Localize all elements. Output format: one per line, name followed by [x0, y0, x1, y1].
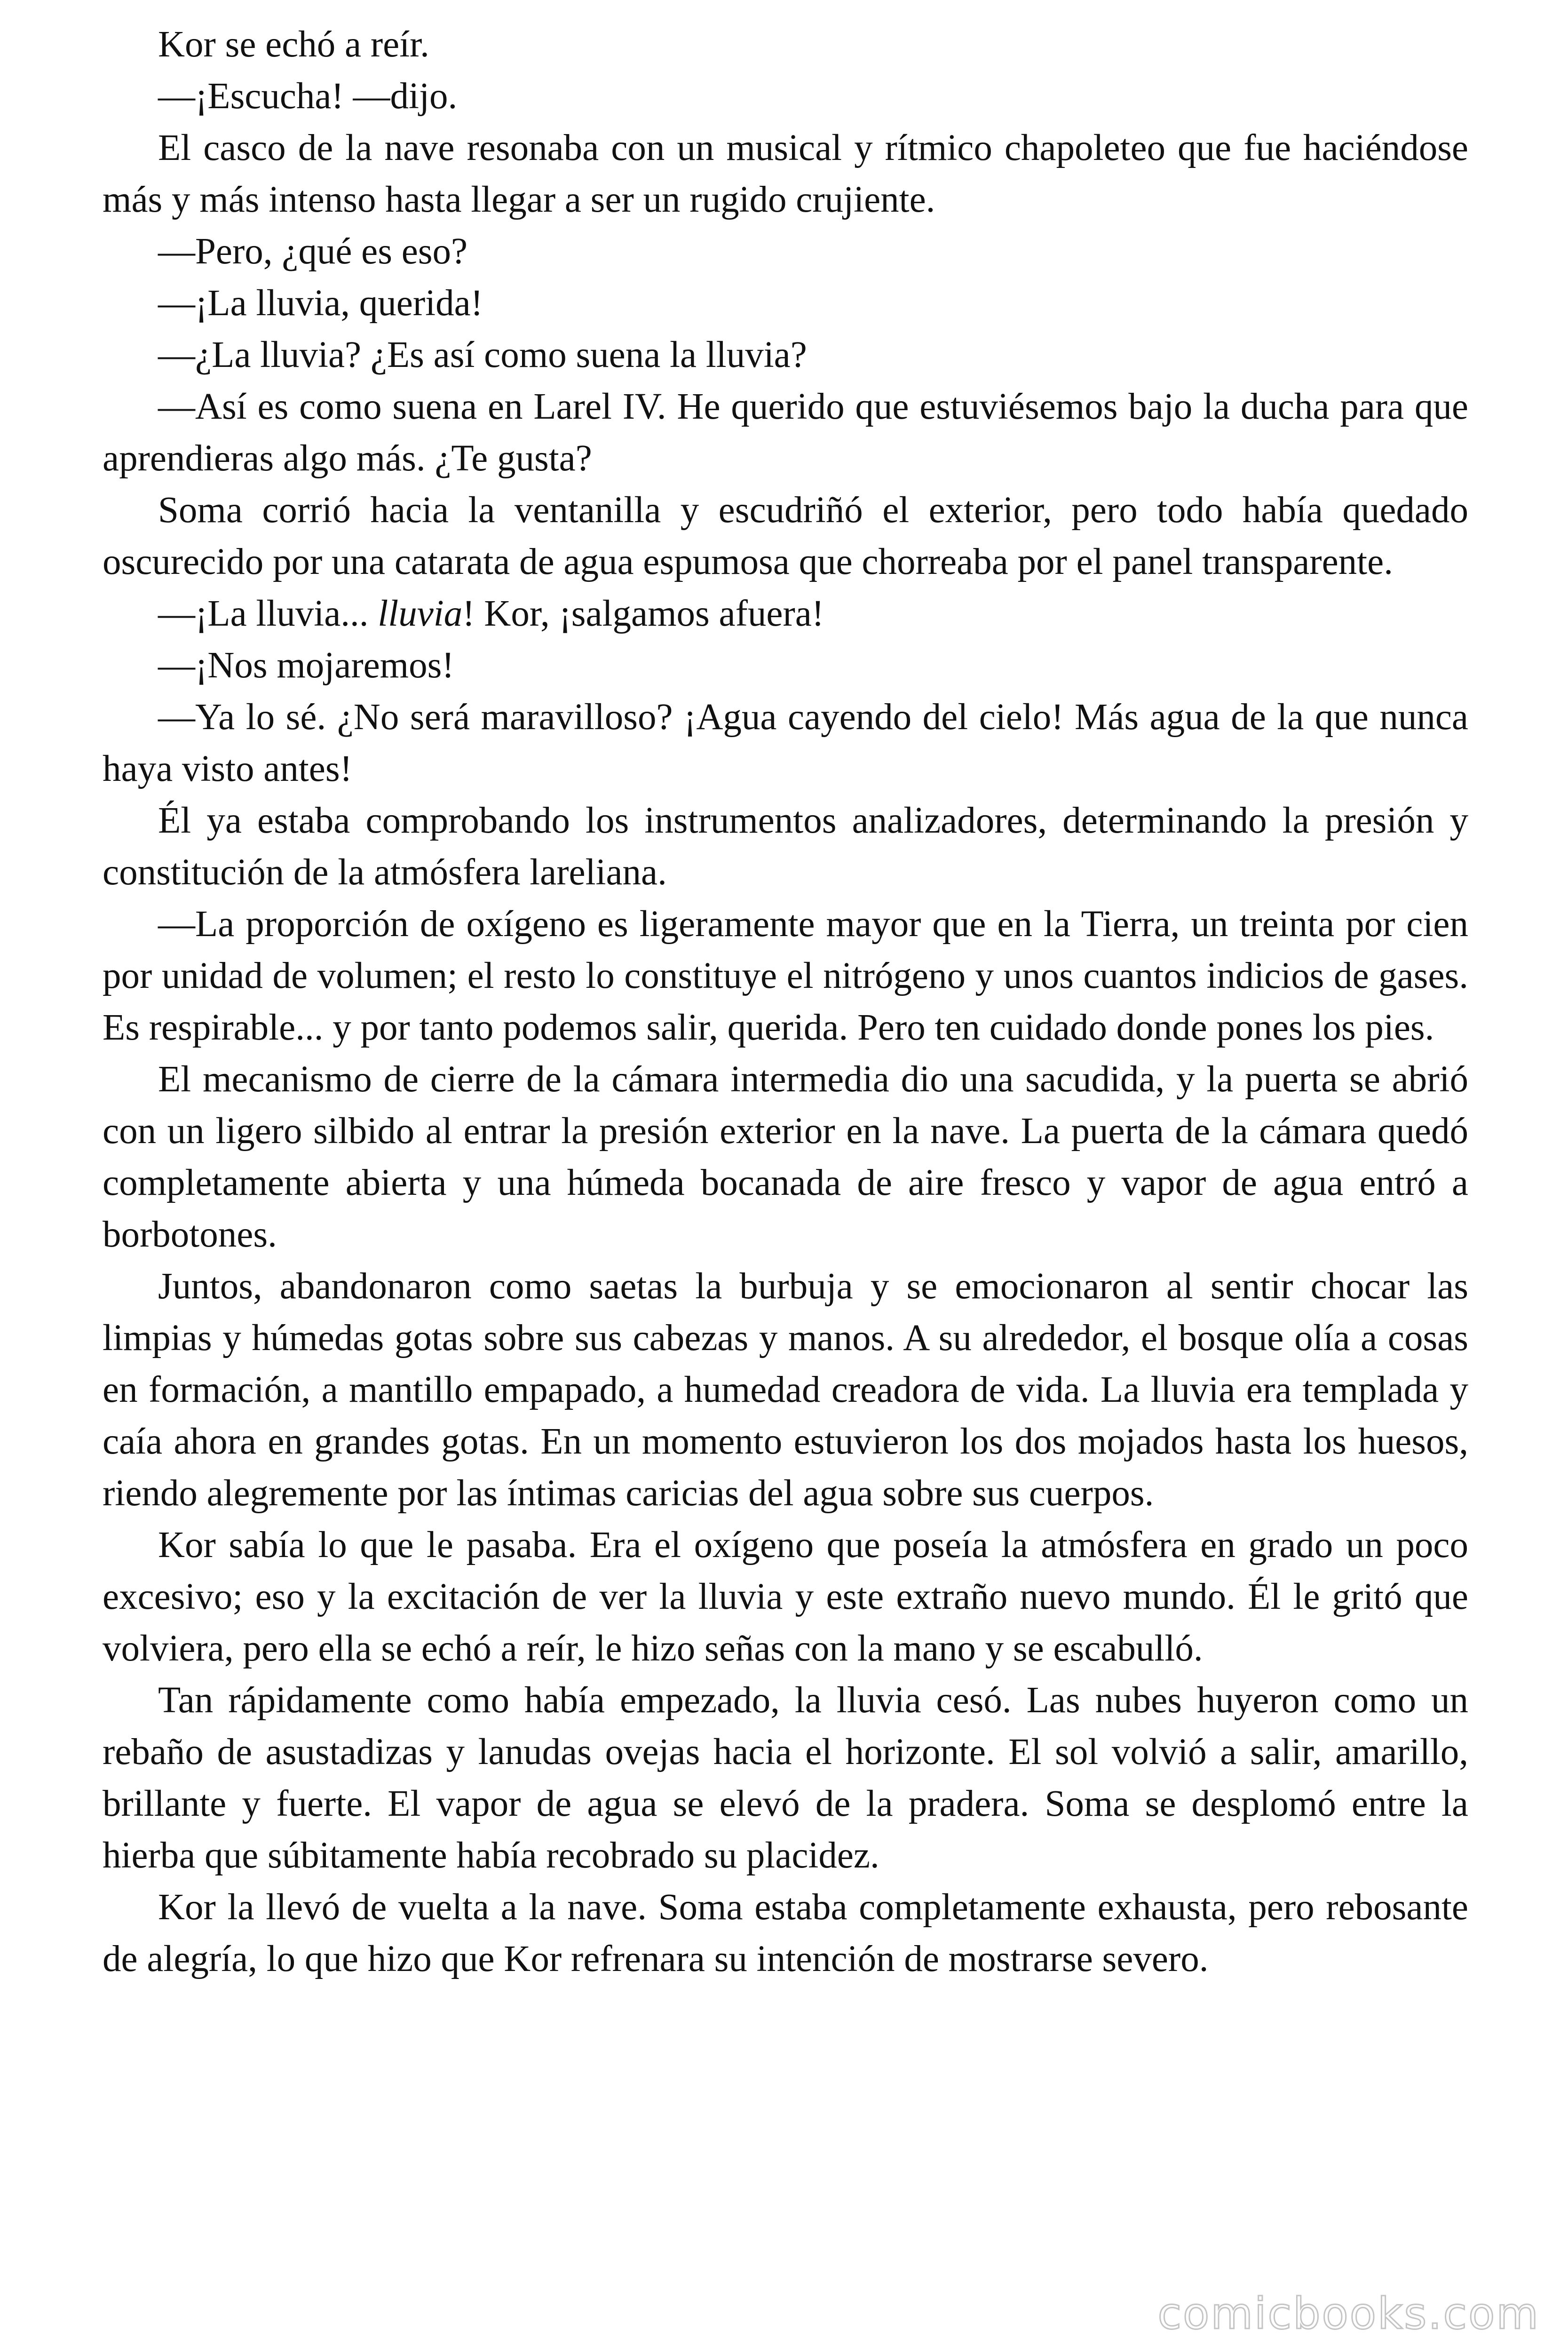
paragraph: Kor sabía lo que le pasaba. Era el oxígeno que poseía la atmósfera en grado un poco excesivo; eso y la excitación de ver la lluvia y este extraño nuevo mundo. Él le gritó que volviera, pero ella se echó a reír, le hizo señas con la mano y se escabulló. [103, 1525, 1468, 1669]
paragraph-text-start: —¡La lluvia... [158, 593, 378, 634]
paragraph: —Ya lo sé. ¿No será maravilloso? ¡Agua cayendo del cielo! Más agua de la que nunca haya visto antes! [103, 697, 1468, 789]
paragraph: Kor se echó a reír. [158, 24, 429, 65]
paragraph: —¿La lluvia? ¿Es así como suena la lluvia? [158, 334, 807, 375]
paragraph: Kor la llevó de vuelta a la nave. Soma estaba completamente exhausta, pero rebosante de alegría, lo que hizo que Kor refrenara su intención de mostrarse severo. [103, 1887, 1468, 1979]
paragraph: —Así es como suena en Larel IV. He querido que estuviésemos bajo la ducha para que aprendieras algo más. ¿Te gusta? [103, 386, 1468, 479]
paragraph: Soma corrió hacia la ventanilla y escudriñó el exterior, pero todo había quedado oscurecido por una catarata de agua espumosa que chorreaba por el panel transparente. [103, 490, 1468, 582]
book-page [103, 19, 1468, 1985]
paragraph: El mecanismo de cierre de la cámara intermedia dio una sacudida, y la puerta se abrió con un ligero silbido al entrar la presión exterior en la nave. La puerta de la cámara quedó completamente abierta y una húmeda bocanada de aire fresco y vapor de agua entró a borbotones. [103, 1059, 1468, 1255]
paragraph-with-italic [103, 588, 1468, 640]
paragraph: Tan rápidamente como había empezado, la lluvia cesó. Las nubes huyeron como un rebaño de asustadizas y lanudas ovejas hacia el horizonte. El sol volvió a salir, amarillo, brillante y fuerte. El vapor de agua se elevó de la pradera. Soma se desplomó entre la hierba que súbitamente había recobrado su placidez. [103, 1680, 1468, 1876]
paragraph: —La proporción de oxígeno es ligeramente mayor que en la Tierra, un treinta por cien por unidad de volumen; el resto lo constituye el nitrógeno y unos cuantos indicios de gases. Es respirable... y por tanto podemos salir, querida. Pero ten cuidado donde pones los pies. [103, 904, 1468, 1048]
paragraph: —¡Escucha! —dijo. [158, 76, 458, 117]
paragraph: —¡Nos mojaremos! [158, 645, 454, 686]
italic-word: lluvia [378, 593, 463, 634]
watermark: comicbooks.com [1157, 2288, 1540, 2339]
paragraph: —¡La lluvia, querida! [158, 283, 483, 324]
paragraph: —Pero, ¿qué es eso? [158, 231, 468, 272]
paragraph: Juntos, abandonaron como saetas la burbuja y se emocionaron al sentir chocar las limpias y húmedas gotas sobre sus cabezas y manos. A su alrededor, el bosque olía a cosas en formación, a mantillo empapado, a humedad creadora de vida. La lluvia era templada y caía ahora en grandes gotas. En un momento estuvieron los dos mojados hasta los huesos, riendo alegremente por las íntimas caricias del agua sobre sus cuerpos. [103, 1266, 1468, 1514]
paragraph-text-end: ! Kor, ¡salgamos afuera! [462, 593, 824, 634]
paragraph: Él ya estaba comprobando los instrumentos analizadores, determinando la presión y constitución de la atmósfera lareliana. [103, 800, 1468, 893]
paragraph: El casco de la nave resonaba con un musical y rítmico chapoleteo que fue haciéndose más y más intenso hasta llegar a ser un rugido crujiente. [103, 127, 1468, 220]
